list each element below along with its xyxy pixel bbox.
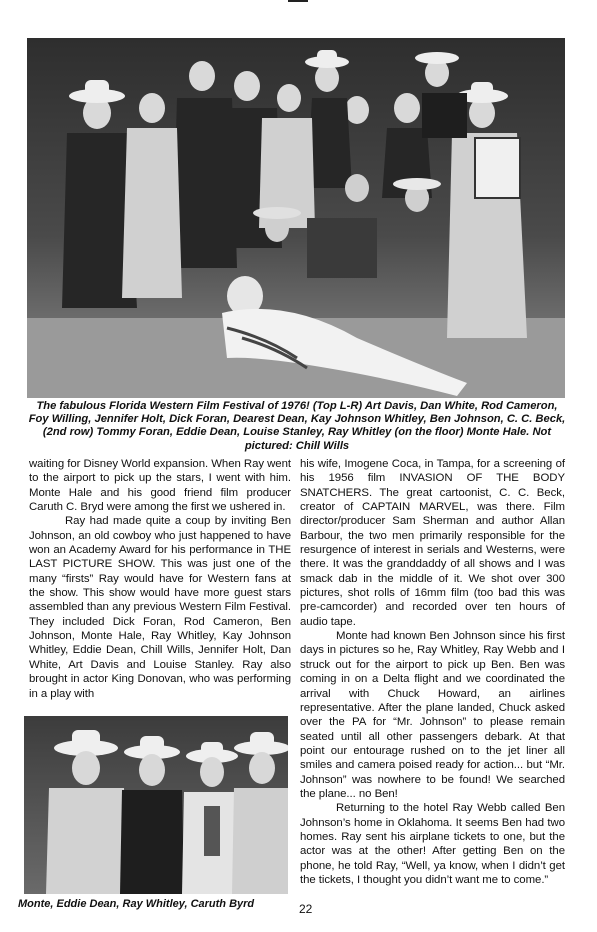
article-paragraph: waiting for Disney World expansion. When Ray went to the airport to pick up the stars, I went with him. Monte Hale and his good friend film producer Caruth C. Bryd were among the first we ushered in. — [29, 458, 291, 514]
article-paragraph: Monte had known Ben Johnson since his first days in pictures so he, Ray Whitley, Ray Webb and I struck out for the airport to pick up Ben. Ben was coming in on a Delta flight and we coordinated the arrival with Chuck Howard, an airlines representative. After the plane landed, Chuck asked over the PA for “Mr. Johnson” to please remain seated until all other passengers debark. At that point our entourage rushed on to the jet liner all smiles and camera poised ready for action... but “Mr. Johnson” was nowhere to be found! We searched the plane... no Ben! — [300, 630, 565, 800]
group-photo — [27, 38, 565, 398]
article-paragraph: Returning to the hotel Ray Webb called Ben Johnson’s home in Oklahoma. It seems Ben had two homes. Ray sent his airplane tickets to one, but the actor was at the other! After getting Ben on the phone, he told Ray, “Well, ya know, when I didn’t get the tickets, I thought you didn’t want me to come.” — [300, 802, 565, 886]
four-men-photo-caption: Monte, Eddie Dean, Ray Whitley, Caruth Byrd — [18, 898, 255, 910]
four-men-photo — [24, 716, 288, 894]
article-right-column — [300, 457, 565, 887]
article-paragraph: Ray had made quite a coup by inviting Ben Johnson, an old cowboy who just happened to have won an Academy Award for his performance in THE LAST PICTURE SHOW. This was just one of the many “firsts” Ray would have for Western fans at the show. This show would have more guest stars assembled than any previous Western Film Festival. They included Dick Foran, Rod Cameron, Ben Johnson, Monte Hale, Ray Whitley, Kay Johnson Whitley, Eddie Dean, Chill Wills, Jennifer Holt, Dan White, Art Davis and Louise Stanley. Ray also brought in actor King Donovan, who was performing in a play with — [29, 515, 291, 700]
page-number: 22 — [299, 902, 313, 916]
page-top-mark — [288, 0, 308, 2]
group-photo-caption: The fabulous Florida Western Film Festival of 1976! (Top L-R) Art Davis, Dan White, Rod Cameron, Foy Willing, Jennifer Holt, Dick Foran, Dearest Dean, Kay Johnson Whitley, Ben Johnson, C. C. Beck, (2nd row) Tommy Foran, Eddie Dean, Louise Stanley, Ray Whitley (on the floor) Monte Hale. Not pictured: Chill Wills — [28, 400, 566, 452]
article-left-column — [29, 457, 291, 701]
article-paragraph: his wife, Imogene Coca, in Tampa, for a screening of his 1956 film INVASION OF THE BODY SNATCHERS. The great cartoonist, C. C. Beck, creator of CAPTAIN MARVEL, was there. Film director/producer Sam Sherman and author Allan Barbour, the two men primarily responsible for the resurgence of interest in serials and Westerns, were there. It was the granddaddy of all shows and I was smack dab in the middle of it. We shot over 300 pictures, shot rolls of 16mm film (too bad this was pre-camcorder) and recorded over ten hours of audio tape. — [300, 458, 565, 628]
